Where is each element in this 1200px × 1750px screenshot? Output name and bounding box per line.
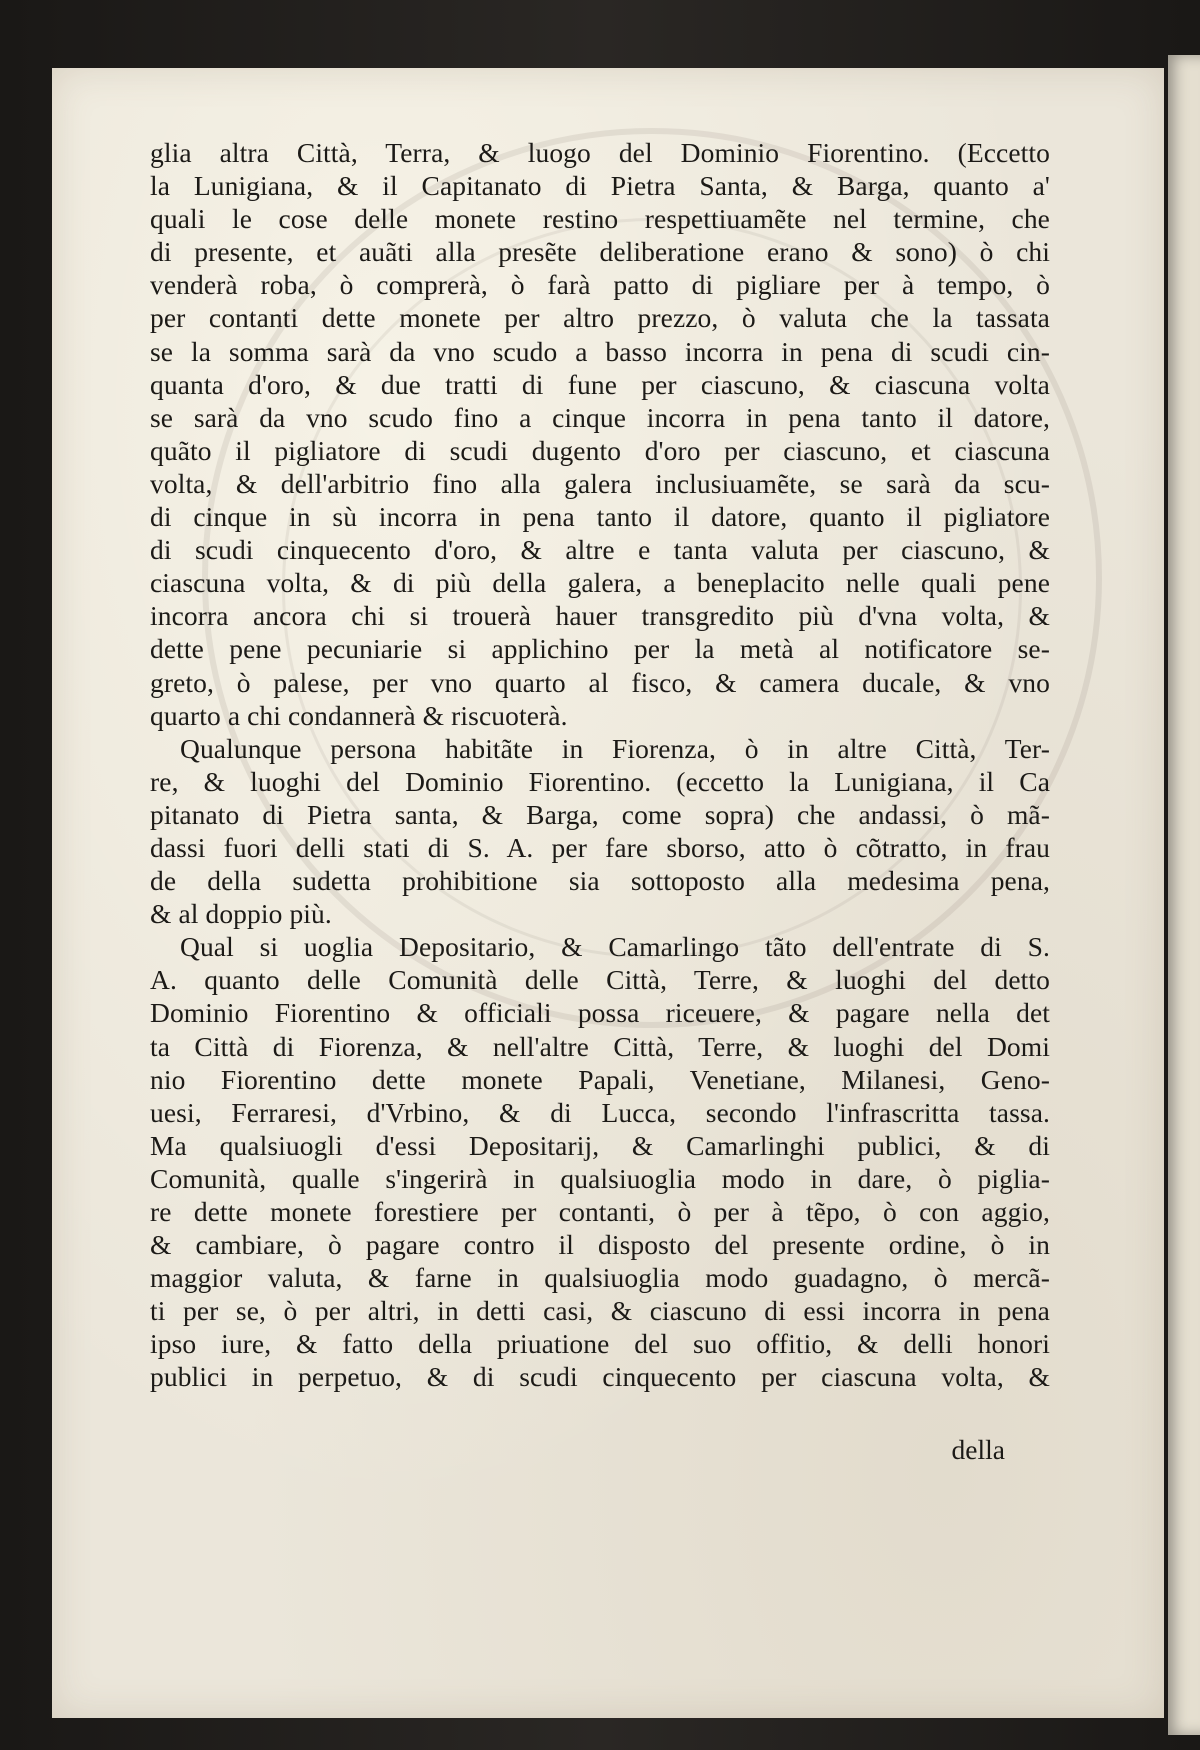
text-line: & cambiare, ò pagare contro il disposto del presente ordine, ò in — [150, 1229, 1050, 1261]
text-line: di scudi cinquecento d'oro, & altre e tanta valuta per ciascuno, & — [150, 534, 1050, 566]
text-line: ta Città di Fiorenza, & nell'altre Città, Terre, & luoghi del Domi — [150, 1030, 1050, 1062]
text-line: Qual si uoglia Depositario, & Camarlingo tãto dell'entrate di S. — [180, 931, 1050, 963]
text-line: se sarà da vno scudo fino a cinque incorra in pena tanto il datore, — [150, 401, 1050, 433]
text-line: publici in perpetuo, & di scudi cinquecento per ciascuna volta, & — [150, 1361, 1050, 1393]
text-line: nio Fiorentino dette monete Papali, Venetiane, Milanesi, Geno- — [150, 1063, 1050, 1095]
text-line: Qualunque persona habitãte in Fiorenza, ò in altre Città, Ter- — [180, 732, 1050, 764]
text-line: incorra ancora chi si trouerà hauer transgredito più d'vna volta, & — [150, 600, 1050, 632]
text-line: uesi, Ferraresi, d'Vrbino, & di Lucca, secondo l'infrascritta tassa. — [150, 1096, 1050, 1128]
text-line: & al doppio più. — [150, 898, 332, 930]
text-line: Ma qualsiuogli d'essi Depositarij, & Camarlinghi publici, & di — [150, 1129, 1050, 1161]
text-line: dette pene pecuniarie si applichino per la metà al notificatore se- — [150, 633, 1050, 665]
text-line: di cinque in sù incorra in pena tanto il datore, quanto il pigliatore — [150, 501, 1050, 533]
text-line: glia altra Città, Terra, & luogo del Dominio Fiorentino. (Eccetto — [150, 137, 1050, 168]
text-line: re dette monete forestiere per contanti, ò per à tẽpo, ò con aggio, — [150, 1196, 1050, 1227]
text-line: quarto a chi condannerà & riscuoterà. — [150, 699, 568, 731]
text-line: di presente, et auãti alla presẽte deliberatione erano & sono) ò chi — [150, 236, 1050, 268]
adjacent-page-edge — [1168, 55, 1200, 1735]
text-line: greto, ò palese, per vno quarto al fisco, & camera ducale, & vno — [150, 666, 1050, 698]
text-line: Dominio Fiorentino & officiali possa riceuere, & pagare nella det — [150, 997, 1050, 1029]
text-line: quali le cose delle monete restino respettiuamẽte nel termine, che — [150, 203, 1050, 235]
page-footer — [150, 1434, 1050, 1470]
text-line: la Lunigiana, & il Capitanato di Pietra Santa, & Barga, quanto a' — [150, 170, 1050, 202]
text-line: ciascuna volta, & di più della galera, a beneplacito nelle quali pene — [150, 567, 1050, 599]
text-line: per contanti dette monete per altro prezzo, ò valuta che la tassata — [150, 302, 1050, 334]
text-line: se la somma sarà da vno scudo a basso incorra in pena di scudi cin- — [150, 335, 1050, 367]
text-line: dassi fuori delli stati di S. A. per fare sborso, atto ò cõtratto, in frau — [150, 831, 1050, 863]
text-line: de della sudetta prohibitione sia sottoposto alla medesima pena, — [150, 865, 1050, 897]
body-text — [150, 136, 1050, 1394]
text-line: ipso iure, & fatto della priuatione del suo offitio, & delli honori — [150, 1328, 1050, 1360]
text-line: re, & luoghi del Dominio Fiorentino. (eccetto la Lunigiana, il Ca — [150, 765, 1050, 797]
text-line: ti per se, ò per altri, in detti casi, & ciascuno di essi incorra in pena — [150, 1295, 1050, 1327]
text-line: volta, & dell'arbitrio fino alla galera inclusiuamẽte, se sarà da scu- — [150, 467, 1050, 499]
text-line: quãto il pigliatore di scudi dugento d'oro per ciascuno, et ciascuna — [150, 434, 1050, 466]
text-line: venderà roba, ò comprerà, ò farà patto di pigliare per à tempo, ò — [150, 269, 1050, 301]
text-line: A. quanto delle Comunità delle Città, Terre, & luoghi del detto — [150, 964, 1050, 996]
text-line: Comunità, qualle s'ingerirà in qualsiuoglia modo in dare, ò piglia- — [150, 1162, 1050, 1194]
text-line: maggior valuta, & farne in qualsiuoglia modo guadagno, ò mercã- — [150, 1262, 1050, 1294]
catchword: della — [951, 1434, 1005, 1465]
text-line: pitanato di Pietra santa, & Barga, come sopra) che andassi, ò mã- — [150, 798, 1050, 830]
text-line: quanta d'oro, & due tratti di fune per ciascuno, & ciascuna volta — [150, 368, 1050, 400]
